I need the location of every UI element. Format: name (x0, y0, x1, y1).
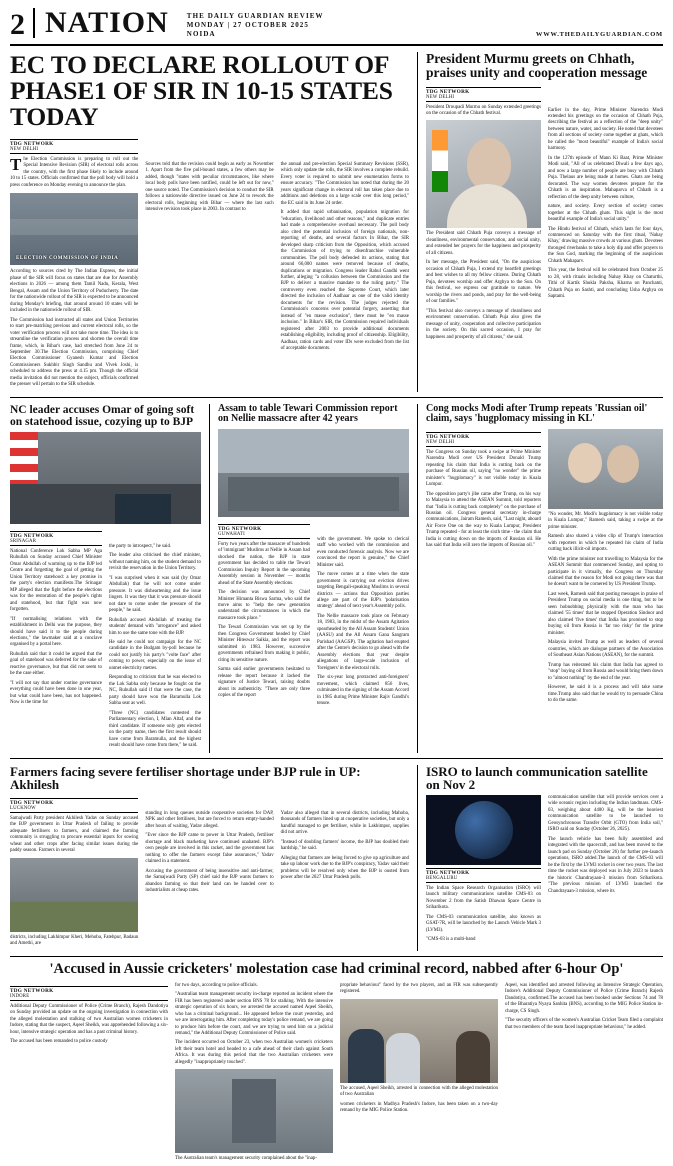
section-title-box (33, 8, 169, 38)
accused-col2: for two days, according to police officials. "Australian team management security in-charge reported an incident where the FIR has been registered under section BNS 78 for stalking. With the intensive strategic operation of six hours, we arrested the accused named Aqeel Sheikh, who has a criminal background... He appeared before the court yesterday, and we are interrogating him. After completing today's police remand, we are going to produce him before the court, and we are trying to send him on a judicial remand," the Additional Deputy Commissioner of Police said. The incident occurred on October 23, when two Australian women's cricketers left their team hotel and headed to a cafe ahead of their clash against South Africa. It was during this period that the two Australian cricketers were allegedly "inappropriately touched". The Australian team's management security complained about the "inap- (175, 982, 333, 1162)
nc-col1: National Conference Lok Sabha MP Aga Ruhullah on Sunday accused Chief Minister Omar Abdullah of warming up to the BJP led Centre and forgetting the goal of getting the Union Territory statehood: a key promise in the party's election manifesto.The Srinagar MP alleged that the fight before the elections was for the restoration of the people's rights and statehood, but that fight was now forgotten. "If normalising relations with the establishment in Delhi was the purpose, they should have said it to the people during elections," the lawmaker said at a conclave organised by a portal here. Ruhullah said that it could be argued that the goal of statehood was deferred for the sake of reactive governance, but that did not seem to be the case either. "I will not say that under routine governance everything could have been done in one year, but what could have been, has not happened. Now is the time for (10, 548, 102, 706)
trump-col1: The Congress on Sunday took a swipe at Prime Minister Narendra Modi over US President Donald Trump repeating his claim that India is cutting back on the purchase of Russian oil, saying "no wonder" the prime minister's "hugplomacy" is not visible today in Kuala Lumpur. The opposition party's jibe came after Trump, on his way to Malaysia to attend the ASEAN Summit, told reporters that "India is cutting back completely" on the purchase of Russian oil. Congress general secretary in-charge communications, Jairam Ramesh, said, "Last night, aboard Air Force One on the way to Kuala Lumpur, President Trump repeated - for at least the sixth time - the claim that India is cutting down on the imports of Russian oil. He has said that India will zero the imports of Russian oil." (426, 449, 541, 549)
assam-story (218, 404, 409, 753)
farmers-col3: Yadav also alleged that in several districts, including Mahoba, thousands of farmers lined up at cooperative societies, but only a handful managed to get fertiliser, while in Lakhimpur, supplies did not arrive. "Instead of doubling farmers' income, the BJP has doubled their hardship," he said. Alleging that farmers are being forced to give up agriculture and take up labour work due to the BJP's conspiracy, Yadav said their problems will be resolved only when the BJP is ousted from power after the 2027 Uttar Pradesh polls. (280, 811, 409, 881)
isro-byline: TDG NETWORK BENGALURU (426, 868, 541, 883)
accused-headline: 'Accused in Aussie cricketers' molestation case had criminal record, nabbed after 6-hour Op' (49, 960, 624, 977)
masthead (10, 8, 663, 46)
assam-byline: TDG NETWORK GUWAHATI (218, 524, 310, 539)
farmers-story (10, 765, 418, 951)
assam-col1: Forty two years after the massacre of hundreds of 'immigrant' Muslims at Nellie in Assam had shocked the nation, the BJP in state government has decided to table the Tewari Commission Inquiry Report in the upcoming Assembly session in November — months ahead of the State Assembly elections. The decision was announced by Chief Minister Himanta Biswa Sarma, who said the move aims to "help the new generation understand the circumstances in which the massacre took place." The Tewari Commission was set up by the then Congress Government headed by Chief Minister Hiteswar Saikia, and the report was submitted in 1983. However, successive governments refrained from making it public, citing its sensitive nature. Sarma said earlier governments hesitated to release the report because it lacked the signature of Justice Tewari, raising doubts about its authenticity. "There are only three copies of the report (218, 541, 310, 699)
accused-byline: TDG NETWORK INDORE (10, 986, 168, 1001)
masthead-center (187, 8, 324, 38)
lead-col2: Sources told that the revision could begin as early as November 1. Apart from the five poll-bound states, a few others may be added, though "states with peculiar circumstances, like where local body polls have been notified, could be left out for now," one source noted. The Commission's decision to conduct the SIR follows a nationwide directive issued on June 24 to rework the electoral rolls, beginning with Bihar — where the last such intensive revision took place in 2003. In contrast to (145, 162, 274, 213)
paper-name: THE DAILY GUARDIAN REVIEW (186, 12, 324, 20)
trump-col2: "No wonder, Mr. Modi's hugplomacy is not visible today in Kuala Lumpur," Ramesh said, taking a swipe at the prime minister. Ramesh also shared a video clip of Trump's interaction with reporters in which he repeated his claim of India cutting back illicit-oil imports. With the prime minister not travelling to Malaysia for the ASEAN Summit that commenced Sunday, and opting to participate in it virtually, the Congress on Thursday claimed that the reason for Modi not going there was that he doesn't want to be cornered by US President Trump. Last week, Ramesh said that posting messages in praise of President Trump on social media is one thing, but to be seen hobnobbing physically with the man who has claimed '55 times' that he stopped Operation Sindoor and also claimed 'five times' that India has promised to stop buying oil from Russia is 'far too risky' for the prime minister. Malaysia invited Trump as well as leaders of several countries, which are dialogue partners of the Association of Southeast Asian Nations (ASEAN), for the summit. Trump has reiterated his claim that India has agreed to "stop" buying oil from Russia and would bring them down to "almost nothing" by the end of the year. However, he said it is a process and will take some time.Trump also said that he would try to persuade China to do the same. (548, 511, 663, 703)
modi-trump-photo (548, 429, 663, 509)
mid-section (10, 404, 663, 753)
accused-person-photo (340, 999, 498, 1083)
date-line: MONDAY | 27 OCTOBER 2025 (186, 20, 309, 29)
farmers-col1: Samajwadi Party president Akhilesh Yadav on Sunday accused the BJP government in Uttar Pradesh of failing to provide adequate fertilisers to farmers, and claimed the farming community is struggling to procure essential inputs for sowing wheat and other crops after facing similar issues during the paddy season. Farmers in several districts, including Lakhimpur Kheri, Mehoba, Fatehpur, Badaun and Amethi, are (10, 816, 139, 947)
isro-story (418, 765, 663, 951)
president-murmu-photo (426, 120, 541, 228)
nc-headline: NC leader accuses Omar of going soft on statehood issue, cozying up to BJP (10, 403, 195, 428)
accused-col1: Additional Deputy Commissioner of Police (Crime Branch), Rajesh Dandotiya on Sunday provided an update on the ongoing investigation in connection with the alleged molestation and stalking of two Australian women cricketers in Indore, stating that the suspect, Aqeel Sheikh, was apprehended following a six-hour, intensive strategic operation and has a past criminal history. The accused has been remanded to police custody (10, 1003, 168, 1045)
lead-byline: TDG NETWORK NEW DELHI (10, 139, 138, 154)
farmers-byline: TDG NETWORK LUCKNOW (10, 798, 138, 813)
murmu-byline: TDG NETWORK NEW DELHI (426, 87, 541, 102)
nc-rally-photo (10, 432, 201, 524)
isro-col2: communication satellite that will provide services over a wide oceanic region including the Indian landmass. CMS-03, weighing about 4400 Kg, will be the heaviest communication satellite to be launched to Geosynchronous Transfer Orbit (GTO) from India soil," ISRO said on Sunday (October 26, 2025). The launch vehicle has been fully assembled and integrated with the spacecraft, and has been moved to the launch pad on Sunday (October 26) for further pre-launch operations, ISRO added.The launch of the CMS-03 will be the first by the LVM3 rocket in over two years. The last time the rocket was deployed was in July 2023 to launch the historic Chandrayaan-3 mission from Sriharikota. "The previous mission of LVM3 launched the Chandrayaan-3 mission, where its (548, 795, 663, 894)
photo-caption: ELECTION COMMISSION OF INDIA (16, 255, 119, 261)
assam-headline: Assam to table Tewari Commission report on Nellie massacre after 42 years (218, 402, 398, 425)
nellie-massacre-photo (218, 429, 409, 517)
murmu-col2: Earlier in the day, Prime Minister Narendra Modi extended his greetings on the occasion of Chhath Puja, describing the festival as a reflection of the "deep unity" between nature, water, and society. He noted that devotees from all sections of society come together at ghats, which he called the "most beautiful" example of India's social harmony. In the 127th episode of Mann Ki Baat, Prime Minister Modi said, "All of us celebrated Diwali a few days ago, and now a large number of people are busy with Chhath Puja. Thelaus are being made at homes. Ghats are being decorated. The way women devotees prepare for the Chhath is an inspiration. Mahaparva of Chhath is a reflection of the deep unity between culture, nature, and society. Every section of society comes together at the Chhath ghats. This sight is the most beautiful example of India's social unity." The Hindu festival of Chhath, which lasts for four days, commenced on Saturday with the first ritual, 'Nahay Khay,' drawing massive crowds at various ghats. Devotees thronged riverbanks to take a holy dip and offer prayers to the Sun God, marking the beginning of the auspicious Chhath Mahaparv. This year, the festival will be celebrated from October 25 to 28, with rituals including Nahay Khay on Chaturthi, Tithi of Kartik Shukla Paksha, Kharna on Panchami, Chhath Puja on Sashti, and concluding Usha Arghya on Saptami. (548, 107, 663, 300)
mid-left-column (10, 404, 418, 753)
trump-byline: TDG NETWORK NEW DELHI (426, 432, 541, 447)
nc-col2: the party to introspect," he said. The leader also criticised the chief minister, without naming him, on the student demand to revisit the reservation in the Union Territory. "I was surprised when it was said (by Omar Abdullah) that he will not come under pressure. It was disheartening and the issue lingers. It was they that it was pressure should not dare to come under the pressure of the people," he said. Ruhullah accused Abdullah of treating the students' demand with "arrogance" and asked him to use the same tone with the BJP. He said he could not campaign for the NC candidate in the Budgam by-poll because he could not justify his party's "volte face" after coming to power, especially on the issue of unmet electricity metres. Responding to criticism that he was elected to the Lok Sabha only because he fought on the NC, Ruhullah said if that were the case, the party should have won the Baramulla Lok Sabha seat as well. "Three (NC) candidates contested the Parliamentary election, I, Mian Altaf, and the third candidate. If someone only gets elected on the party name, then the first result should have come from Baramulla, and the highest result should have come from there," he said. (109, 543, 201, 749)
nc-story (10, 404, 210, 753)
trump-headline: Cong mocks Modi after Trump repeats 'Russian oil' claim, says 'hugplomacy missing in KL' (426, 402, 648, 425)
website-url: WWW.THEDAILYGUARDIAN.COM (535, 31, 663, 38)
murmu-headline: President Murmu greets on Chhath, praises unity and cooperation message (426, 51, 648, 80)
nc-byline: TDG NETWORK SRINAGAR (10, 531, 102, 546)
city-line: NOIDA (186, 29, 216, 38)
isro-col1: The Indian Space Research Organisation (ISRO) will launch military communications satellite CMS-03 on November 2 from the Satish Dhawan Space Centre in Sriharikota. The CMS-03 communication satellite, also known as GSAT-7R, will be launched by the Launch Vehicle Mark 3 (LVM3). "CMS-03 is a multi-band (426, 886, 541, 943)
farmers-headline: Farmers facing severe fertiliser shortage under BJP rule in UP: Akhilesh (10, 763, 361, 792)
divider-2 (10, 758, 663, 759)
lead-col1: The Election Commission is preparing to roll out the Special Intensive Revision (SIR) of electoral rolls across the country, with the first phase likely to include around 10 to 15 states. Officials confirmed that the poll body will hold a press conference on Monday evening to announce the plan. ELECTION COMMISSION OF INDIA According to sources cited by The Indian Express, the initial phase of the SIR will focus on states that are due for Assembly elections in 2026 — among them Tamil Nadu, Kerala, West Bengal, Assam and the Union Territory of Puducherry. The date for the nationwide rollout of the SIR is expected to be announced during Monday's briefing, that around around 10 states will be included in the nationwide rollout of SIR. The Commission had instructed all states and Union Territories to start pre-matching previous and current electoral rolls, so the voter verification process will not take more time. The idea is to streamline the verification process and shorten the overall time frame, which, in Bihar's case, had stretched from June 24 to September 30.The Election Commission, comprising Chief Election Commissioner Gyanesh Kumar and Election Commissioners Sukhbir Singh Sandhu and Vivek Joshi, is scheduled to address the press at 4.15 pm. Though the official media invitation did not mention the subject, officials confirmed the presser will pertain to the SIR schedule. (10, 155, 139, 388)
election-commission-photo (10, 193, 138, 265)
court-photo (175, 1069, 333, 1153)
accused-col4: Aqeel, was identified and arrested following an Intensive Strategic Operation, Indore's Additional Deputy Commissioner of Police (Crime Branch) Rajesh Dandotiya, confirmed.The accused has been booked under Sections 74 and 78 of the Bharatiya Nyaya Sanhita (BNS), according to the MIG Police Station in-charge, CS Singh. "The security officers of the women's Australian Cricket Team filed a complaint that two members of the team faced inappropriate behaviour," he added. (505, 982, 663, 1030)
murmu-col1: President Droupadi Murmu on Sunday extended greetings on the occasion of the Chhath festival. The President said Chhath Puja conveys a message of cleanliness, environmental conservation, and social unity, and extended her prayers for the happiness and prosperity of all citizens. In her message, the President said, "On the auspicious occasion of Chhath Puja, I extend my heartfelt greetings and best wishes to all my fellow citizens. During Chhath Puja, devotees worship and offer Arghya to the Sun. On this festival, we express our gratitude to nature. We worship the rivers and ponds, and pray for the well-being of our families." "This festival also conveys a message of cleanliness and environment conservation. Chhath Puja also gives the message of unity, cooperation and collective participation in the society. On this sacred occasion, I pray for happiness and prosperity of all citizens," she said. (426, 104, 541, 340)
assam-col2: with the government. We spoke to clerical staff who worked with the commission and even conducted forensic analysis. Now we are convinced the report is genuine," the Chief Minister said. The move comes at a time when the state government is carrying out eviction drives targeting Bengali-speaking Muslims in several districts — actions that Opposition parties allege are part of the BJP's 'polarisation strategy' ahead of next year's Assembly polls. The Nellie massacre took place on February 18, 1983, in the midst of the Assam Agitation spearheaded by the All Assam Students' Union (AASU) and the All Assam Gana Sangram Parishad (AAGSP). The agitation had erupted after the Centre's decision to go ahead with the Assembly elections that year despite allegations of large-scale inclusion of 'foreigners' in the electoral rolls. The six-year long protracted anti-foreigners' movement, which claimed 856 lives, culminated in the signing of the Assam Accord in 1985 during Prime Minister Rajiv Gandhi's tenure. (317, 536, 409, 707)
farm-section (10, 765, 663, 951)
accused-col3: propriate behaviour" faced by the two players, and an FIR was subsequently registered. The accused, Aqeel Sheikh, arrested in connection with the alleged molestation of two Australian women cricketers in Madhya Pradesh's Indore, has been taken on a two-day remand by the MIG Police Station. (340, 982, 498, 1114)
top-section (10, 52, 663, 392)
accused-story (10, 962, 663, 1166)
lead-headline: EC TO DECLARE ROLLOUT OF PHASE1 OF SIR IN 10-15 STATES TODAY (10, 50, 393, 131)
page-number: 2 (10, 8, 25, 41)
indian-flag-icon (432, 130, 448, 192)
lead-col3: the annual and pre-election Special Summary Revisions (SSR), which only update the rolls, the SIR involves a complete rebuild. Every voter is required to submit new enumeration forms to ensure accuracy. "The Commission has noted that during the 20 years significant change in electoral roll has taken place due to additions and deletions on a large scale over this long period," the EC said in its June 24 order. It added that rapid urbanisation, population migration for "education, livelihood and other reasons," and duplicate entries had made a comprehensive overhaul necessary. The poll body also cited the potential inclusion of foreign nationals, non-reporting of deaths, and several factors In Bihar, the SIR developed sharp criticism from the Opposition, which accused the Commission of trying to disenfranchise vulnerable communities. The poll body defended its actions, stating that around 66,000 names were removed because of deaths, duplications or migration. Congress leader Rahul Gandhi went further, alleging "a collusion between the Commission and the BJP to deliver a massive mandate to the ruling party." The controversy even reached the Supreme Court, which later directed the inclusion of Aadhaar as one of the valid identity documents for the revision. The judges rejected the Commission's concerns over potential forgery, asserting that instead of "en masse exclusion", there must be "en masse inclusion." In Bihar's SIR, the Commission required individuals registered after 2003 to provide additional documents establishing eligibility, including proof of citizenship. Eligibility, Aadhaar, ration cards and voter IDs were excluded from the list of acceptable documents. (280, 162, 409, 352)
congress-trump-story (418, 404, 663, 753)
isro-headline: ISRO to launch communication satellite on Nov 2 (426, 763, 648, 792)
farmers-col2: standing in long queues outside cooperative societies for DAP, NPK and other fertilisers, but are forced to return empty-handed after hours of waiting, Yadav alleged. "Ever since the BJP came to power in Uttar Pradesh, fertiliser shortage and black marketing have continued unabated. BJP's own people are involved in this racket, and the government has nothing to offer the farmers except false assurances," Yadav claimed in a statement. Accusing the government of being insensitive and anti-farmer, the Samajwadi Party (SP) chief said the BJP wants farmers to abandon farming so that their land can be handed over to industrialists at cheap rates. (145, 811, 274, 894)
divider-1 (10, 397, 663, 398)
section-title: NATION (45, 6, 169, 39)
lead-location: NEW DELHI (10, 147, 39, 152)
lead-story (10, 52, 418, 392)
satellite-photo (426, 795, 541, 865)
farmers-queue-photo (10, 858, 138, 932)
divider-3 (10, 956, 663, 957)
murmu-story (418, 52, 663, 392)
